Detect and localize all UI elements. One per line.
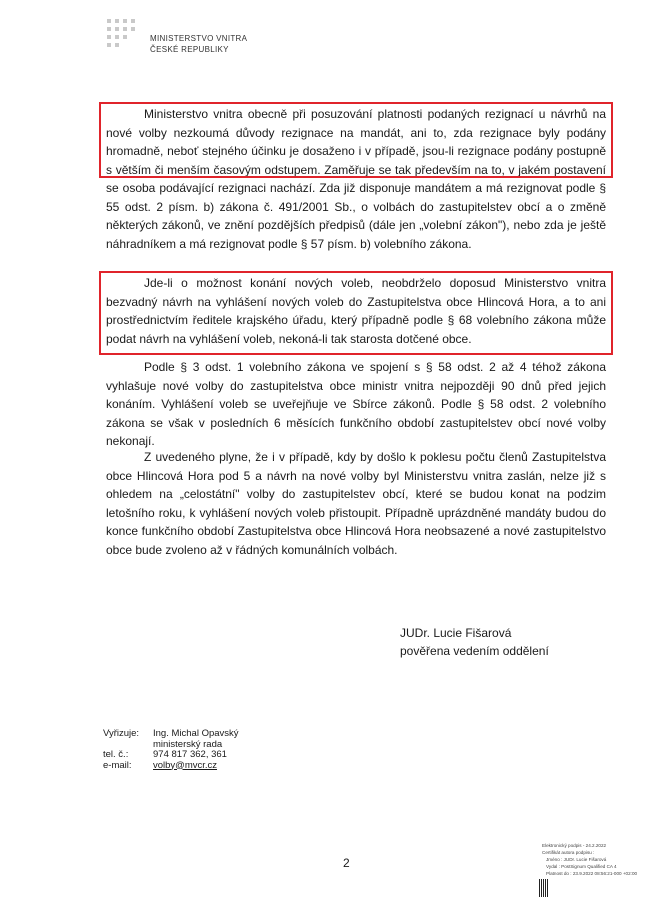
electronic-signature-stamp	[542, 842, 637, 877]
ministry-name-line1: MINISTERSTVO VNITRA	[150, 34, 248, 43]
handler-title: ministerský rada	[153, 738, 223, 750]
paragraph-2-text: Jde-li o možnost konání nových voleb, neobdrželo doposud Ministerstvo vnitra bezvadný návrh na vyhlášení nových voleb do Zastupitelstva obce Hlincová Hora, a to ani prostřednictvím ředitele krajského úřadu, který případně podle § 68 volebního zákona může podat návrh na vyhlášení voleb, nekoná-li tak starosta dotčené obce.	[106, 276, 606, 346]
esig-line-4: Vydal : PostSignum Qualified CA 4	[546, 864, 617, 869]
handler-name: Ing. Michal Opavský	[153, 728, 239, 739]
email-label: e-mail:	[103, 759, 132, 771]
handled-by-label: Vyřizuje:	[103, 728, 140, 739]
contact-block	[103, 729, 239, 771]
esig-line-5: Platnost do : 23.9.2022 08:56:21-000 +02:00	[546, 871, 638, 876]
paragraph-new-elections-proposal	[106, 274, 606, 348]
paragraph-resignation-assessment	[106, 105, 606, 253]
paragraph-conclusion	[106, 448, 606, 559]
paragraph-1-text: Ministerstvo vnitra obecně při posuzování platnosti podaných rezignací u návrhů na nové volby nezkoumá důvody rezignace na mandát, ani to, zda rezignace byly podány hromadně, neboť stejného účinku je dosaženo i v případě, jsou-li rezignace podány postupně s větším či menším časovým odstupem. Zaměřuje se tak především na to, v jakém postavení se osoba podávající rezignaci nachází. Zda již disponuje mandátem a má rezignovat podle § 55 odst. 2 písm. b) zákona č. 491/2001 Sb., o volbách do zastupitelstev obcí a o změně některých zákonů, ve znění pozdějších předpisů (dále jen „volební zákon"), nebo zda je ještě náhradníkem a má rezignovat podle § 57 písm. b) volebního zákona.	[106, 107, 606, 251]
signer-role: pověřena vedením oddělení	[400, 644, 549, 658]
phone-label: tel. č.:	[103, 749, 129, 760]
ministry-header	[150, 33, 247, 55]
paragraph-3-text: Podle § 3 odst. 1 volebního zákona ve spojení s § 58 odst. 2 až 4 téhož zákona vyhlašuje nové volby do zastupitelstva obce ministr vnitra nejpozději 90 dnů před jejich konáním. Vyhlášení voleb se uveřejňuje ve Sbírce zákonů. Podle § 58 odst. 2 volebního zákona se však v posledních 6 měsících funkčního období zastupitelstev obcí nové volby nekonají.	[106, 360, 606, 448]
paragraph-4-text: Z uvedeného plyne, že i v případě, kdy by došlo k poklesu počtu členů Zastupitelstva obce Hlincová Hora pod 5 a návrh na nové volby byl Ministerstvu vnitra zaslán, nelze již s ohledem na „celostátní" volby do zastupitelstev obcí, které se budou konat na podzim letošního roku, k vyhlášení nových voleb přistoupit. Případně uprázdněné mandáty budou do konce funkčního období Zastupitelstva obce Hlincová Hora neobsazené a nové zastupitelstvo obce bude zvoleno až v řádných komunálních volbách.	[106, 450, 606, 557]
page-number: 2	[343, 856, 350, 870]
phone-number: 974 817 362, 361	[153, 749, 227, 760]
esig-line-3: Jméno : JUDr. Lucie Fišarová	[546, 857, 607, 862]
ministry-name-line2: ČESKÉ REPUBLIKY	[150, 45, 229, 54]
esig-line-1: Elektronický podpis - 24.2.2022	[542, 843, 607, 848]
signer-name: JUDr. Lucie Fišarová	[400, 626, 512, 640]
signature-block	[400, 624, 549, 660]
paragraph-election-announcement	[106, 358, 606, 451]
email-link[interactable]: volby@mvcr.cz	[153, 759, 218, 771]
esig-line-2: Certifikát autora podpisu :	[542, 850, 595, 855]
ministry-logo	[107, 19, 135, 47]
signature-barcode	[539, 879, 548, 897]
